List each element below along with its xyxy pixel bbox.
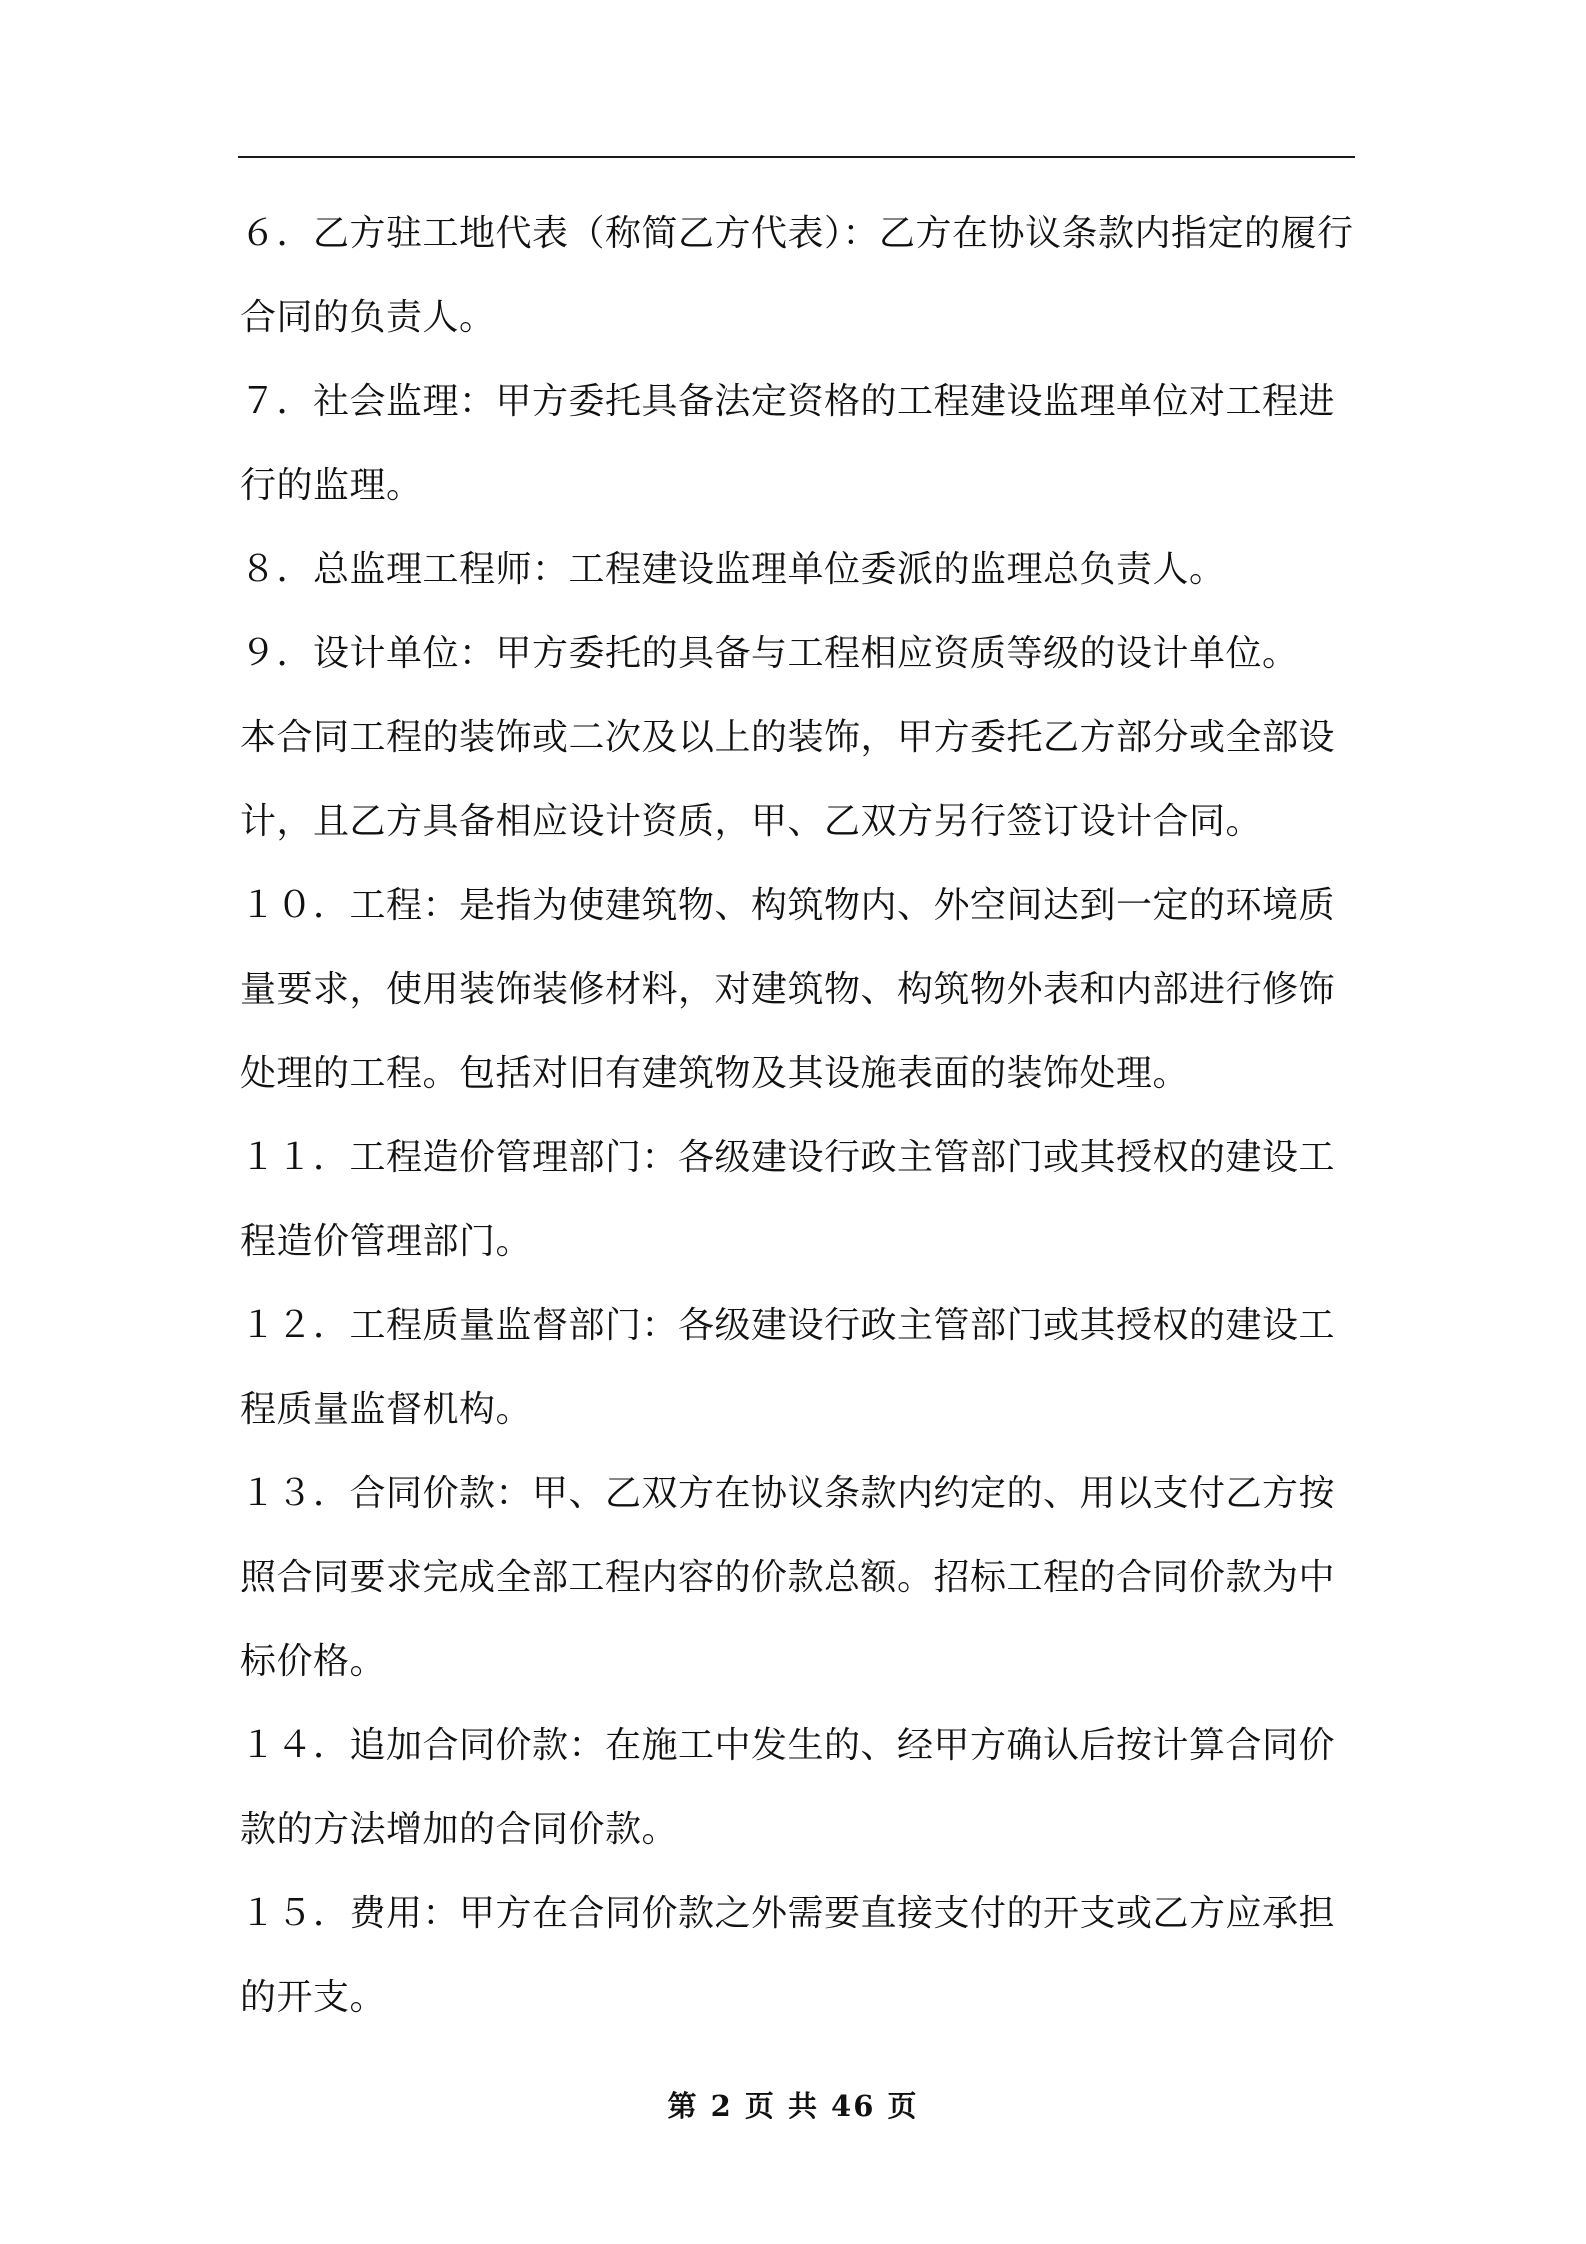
clause-9-note: 本合同工程的装饰或二次及以上的装饰，甲方委托乙方部分或全部设计，且乙方具备相应设计资质，甲、乙双方另行签订设计合同。 — [240, 717, 1336, 842]
clause-12: １２．工程质量监督部门：各级建设行政主管部门或其授权的建设工程质量监督机构。 — [240, 1305, 1336, 1430]
clause-15: １５．费用：甲方在合同价款之外需要直接支付的开支或乙方应承担的开支。 — [240, 1893, 1336, 2018]
clause-13: １３．合同价款：甲、乙双方在协议条款内约定的、用以支付乙方按照合同要求完成全部工程内容的价款总额。招标工程的合同价款为中标价格。 — [240, 1473, 1336, 1682]
page-number-footer: 第 2 页 共 46 页 — [667, 2089, 919, 2123]
clause-9: ９．设计单位：甲方委托的具备与工程相应资质等级的设计单位。 — [240, 633, 1299, 674]
header-rule — [238, 156, 1355, 158]
clause-8: ８．总监理工程师：工程建设监理单位委派的监理总负责人。 — [240, 549, 1226, 590]
clause-14: １４．追加合同价款：在施工中发生的、经甲方确认后按计算合同价款的方法增加的合同价款。 — [240, 1725, 1336, 1850]
clause-7: ７．社会监理：甲方委托具备法定资格的工程建设监理单位对工程进行的监理。 — [240, 381, 1336, 506]
document-body — [240, 192, 1358, 2040]
clause-10: １０．工程：是指为使建筑物、构筑物内、外空间达到一定的环境质量要求，使用装饰装修材料，对建筑物、构筑物外表和内部进行修饰处理的工程。包括对旧有建筑物及其设施表面的装饰处理。 — [240, 885, 1336, 1094]
clause-11: １１．工程造价管理部门：各级建设行政主管部门或其授权的建设工程造价管理部门。 — [240, 1137, 1336, 1262]
clause-6: ６．乙方驻工地代表（称简乙方代表）：乙方在协议条款内指定的履行合同的负责人。 — [240, 213, 1354, 338]
